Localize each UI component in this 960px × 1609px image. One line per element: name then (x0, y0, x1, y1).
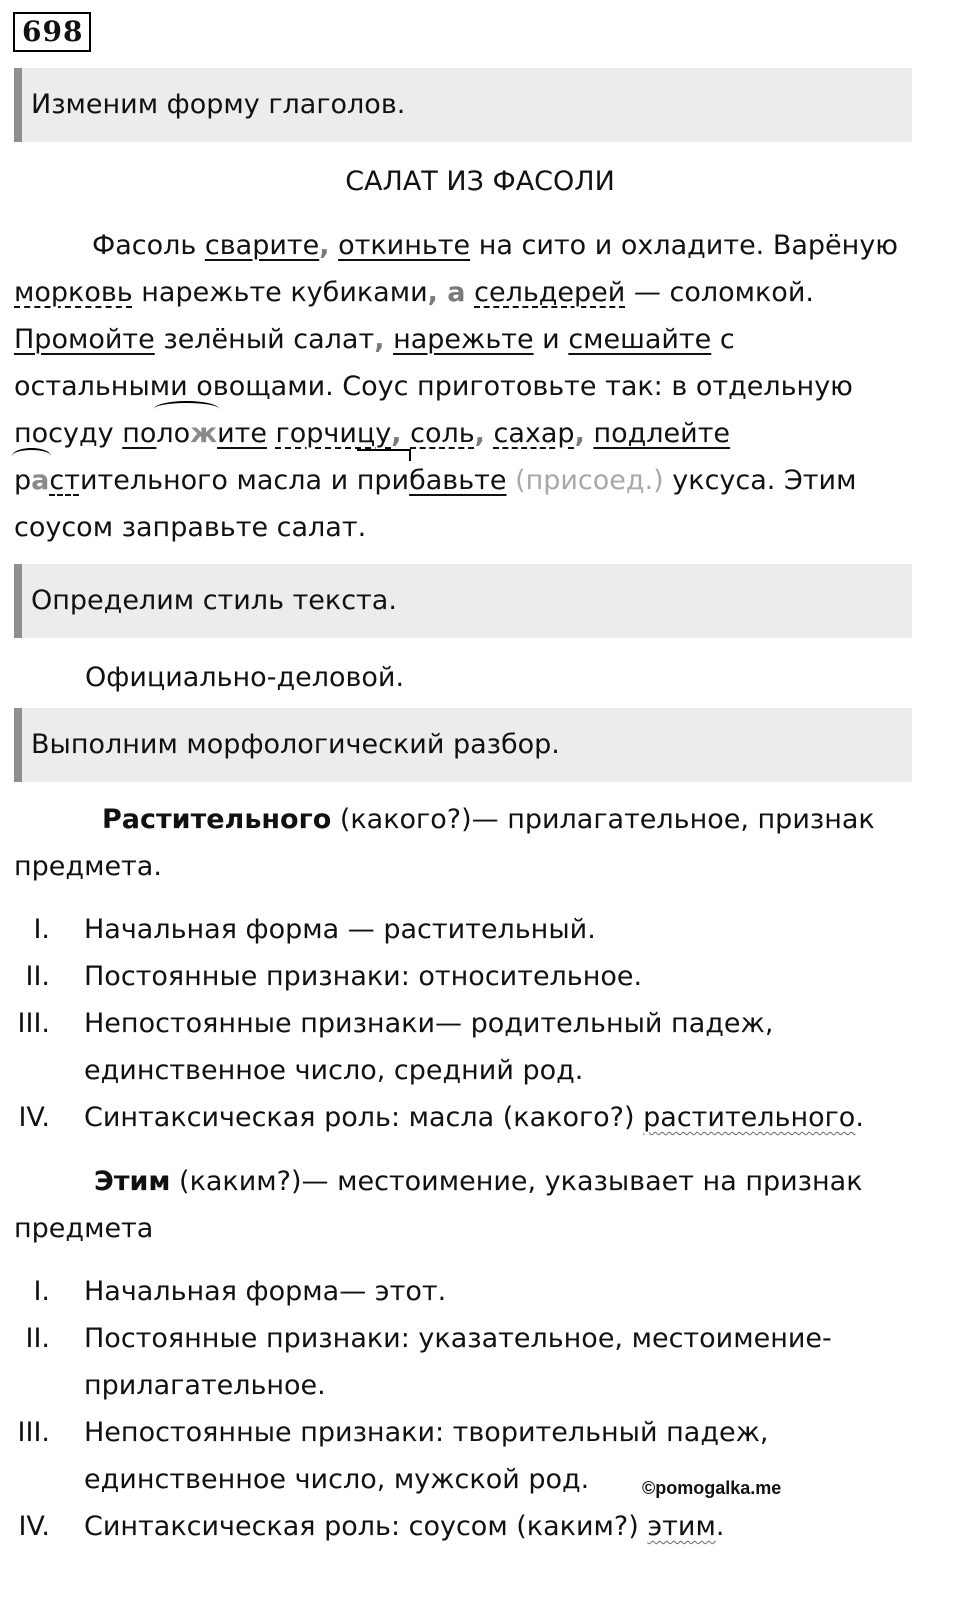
item-text: Синтаксическая роль: масла (какого?) (84, 1102, 644, 1133)
item-text: Начальная форма — растительный. (84, 914, 596, 945)
text-line-1 (14, 222, 934, 269)
text-title: САЛАТ ИЗ ФАСОЛИ (345, 166, 615, 197)
text-fragment: соусом заправьте салат. (14, 512, 367, 543)
comma-conjunction-mark: , а (427, 277, 466, 308)
text-fragment: с (711, 324, 735, 355)
highlighted-letter: ж (190, 418, 218, 449)
attribute-word: растительного (643, 1102, 856, 1133)
list-item (0, 1315, 940, 1362)
item-text: Постоянные признаки: относительное. (84, 961, 643, 992)
word-description: (какого?)— прилагательное, признак (331, 804, 875, 835)
word-ending: ительного (79, 465, 228, 496)
word-rest: бавьте (409, 465, 507, 496)
word-prefix: по (122, 418, 157, 449)
text-line-4 (14, 363, 934, 410)
comma-mark: , (474, 418, 485, 449)
root-arc-mark (156, 410, 217, 457)
word1-analysis-list (0, 906, 940, 1141)
exercise-number: 698 (13, 12, 91, 52)
space (506, 465, 515, 496)
word-description: (каким?)— местоимение, указывает на признак (170, 1166, 863, 1197)
space (384, 324, 393, 355)
comma-mark: , (391, 418, 402, 449)
roman-numeral: III. (17, 1417, 50, 1448)
object-word: горчицу (275, 418, 392, 449)
analyzed-word: Этим (94, 1166, 171, 1197)
word-root: р (14, 465, 32, 496)
roman-numeral: II. (25, 1323, 50, 1354)
predicate-word: подлейте (593, 418, 731, 449)
section-header-morphology: Выполним морфологический разбор. (14, 708, 912, 782)
item-text: Непостоянные признаки— родительный падеж, (84, 1008, 774, 1039)
predicate-word-polozhite (122, 418, 267, 449)
text-fragment: масла и (227, 465, 357, 496)
word2-intro (14, 1158, 934, 1252)
attribute-word: этим (647, 1511, 716, 1542)
comma-mark: , (319, 230, 330, 261)
space (267, 418, 276, 449)
text-fragment: остальными овощами. Соус приготовьте так: в отдельную (14, 371, 853, 402)
list-item (0, 906, 940, 953)
predicate-word: откиньте (338, 230, 471, 261)
style-answer: Официально-деловой. (85, 662, 405, 693)
word-description-cont: предмета (14, 1213, 154, 1244)
space (330, 230, 339, 261)
roman-numeral: II. (25, 961, 50, 992)
recipe-text (14, 222, 934, 551)
text-fragment: посуду (14, 418, 123, 449)
predicate-word: нарежьте (393, 324, 534, 355)
space (402, 418, 411, 449)
section-header-style: Определим стиль текста. (14, 564, 912, 638)
word-prefix: при (356, 465, 410, 496)
item-text: Начальная форма— этот. (84, 1276, 447, 1307)
list-item (0, 1047, 940, 1094)
text-fragment: — соломкой. (625, 277, 814, 308)
text-fragment: зелёный салат (154, 324, 375, 355)
list-item (0, 1362, 940, 1409)
word-ending: ите (217, 418, 267, 449)
analyzed-word: Растительного (102, 804, 332, 835)
highlighted-letter: а (31, 465, 50, 496)
text-line-3 (14, 316, 934, 363)
object-word: сельдерей (474, 277, 626, 308)
object-word: сахар (493, 418, 575, 449)
text-fragment: уксуса. Этим (663, 465, 857, 496)
roman-numeral: I. (33, 914, 50, 945)
roman-numeral: IV. (18, 1511, 50, 1542)
text-fragment: и (533, 324, 569, 355)
predicate-word: смешайте (568, 324, 712, 355)
text-fragment: Фасоль (92, 230, 205, 261)
predicate-word: Промойте (14, 324, 155, 355)
word-root: ло (156, 418, 191, 449)
space (485, 418, 494, 449)
roman-numeral: IV. (18, 1102, 50, 1133)
list-item (0, 953, 940, 1000)
text-line-5 (14, 410, 934, 457)
list-item (0, 1503, 940, 1550)
comma-mark: , (574, 418, 585, 449)
item-text: Синтаксическая роль: соусом (каким?) (84, 1511, 648, 1542)
item-text: Непостоянные признаки: творительный падеж, (84, 1417, 769, 1448)
text-fragment: на сито и охладите. Варёную (470, 230, 899, 261)
watermark: ©pomogalka.me (642, 1478, 782, 1498)
section-header-verbs: Изменим форму глаголов. (14, 68, 912, 142)
text-line-7 (14, 504, 934, 551)
item-text: Постоянные признаки: указательное, местоимение- (84, 1323, 832, 1354)
period: . (855, 1102, 864, 1133)
list-item (0, 1268, 940, 1315)
word-description-cont: предмета. (14, 851, 162, 882)
comma-mark: , (374, 324, 385, 355)
prefix-note: (присоед.) (515, 465, 664, 496)
text-line-6 (14, 457, 934, 504)
item-text: единственное число, мужской род. (84, 1464, 590, 1495)
space (466, 277, 475, 308)
roman-numeral: I. (33, 1276, 50, 1307)
predicate-word: сварите (204, 230, 320, 261)
predicate-word-pribavte (357, 465, 507, 496)
roman-numeral: III. (17, 1008, 50, 1039)
word2-analysis-list (0, 1268, 940, 1550)
text-line-2 (14, 269, 934, 316)
list-item (0, 1094, 940, 1141)
word1-intro (14, 796, 934, 890)
period: . (715, 1511, 725, 1542)
word-root: ст (49, 465, 80, 496)
item-text: единственное число, средний род. (84, 1055, 584, 1086)
prefix-mark (357, 457, 409, 504)
list-item (0, 1456, 940, 1503)
root-arc-mark (14, 457, 49, 504)
item-text: прилагательное. (84, 1370, 326, 1401)
text-fragment: нарежьте кубиками (132, 277, 428, 308)
list-item (0, 1000, 940, 1047)
object-word: соль (410, 418, 475, 449)
object-word: морковь (14, 277, 133, 308)
list-item (0, 1409, 940, 1456)
